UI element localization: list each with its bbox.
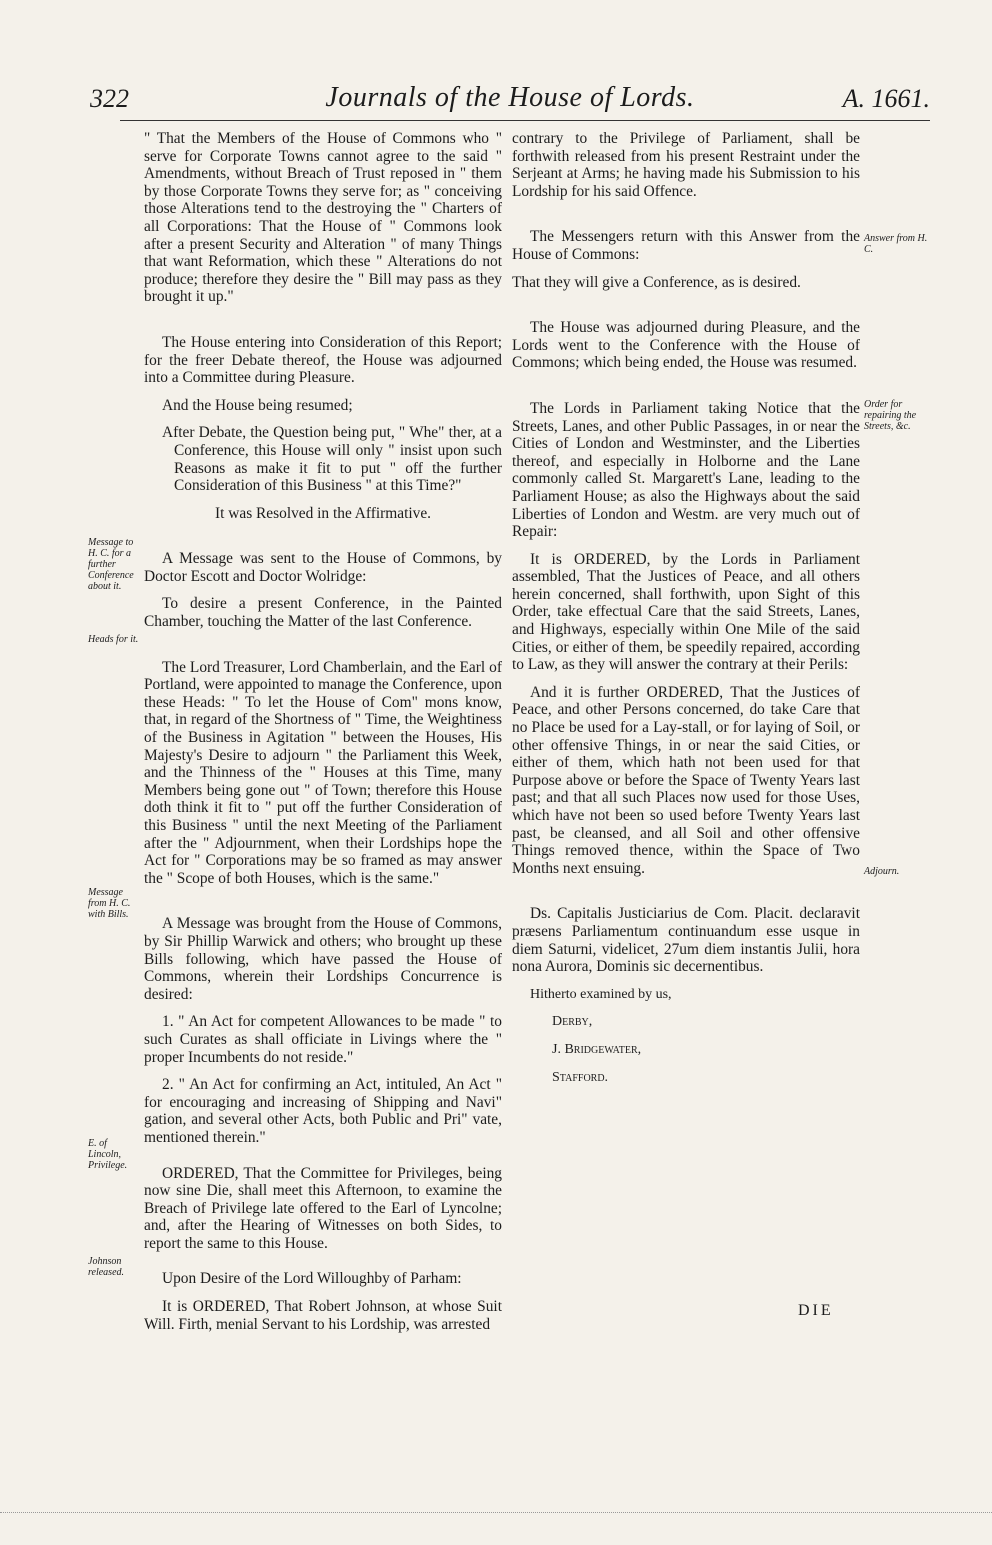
header-rule <box>120 120 930 121</box>
resolved-line: It was Resolved in the Affirmative. <box>215 504 431 522</box>
willoughby-desire: Upon Desire of the Lord Willoughby of Parham: <box>162 1270 462 1288</box>
catchword: DIE <box>798 1302 834 1319</box>
margin-note-message-to-hc: Message to H. C. for a further Conference about it. <box>88 537 134 592</box>
bill-curates: 1. " An Act for competent Allowances to be made " to such Curates as shall officiate in Livings where the " proper Incumbents do not reside." <box>144 1013 502 1066</box>
signatory-bridgewater: J. Bridgewater, <box>552 1041 642 1057</box>
page-header <box>90 82 930 122</box>
page-number: 322 <box>90 84 129 113</box>
committee-paragraph: The House entering into Consideration of this Report; for the freer Debate thereof, the House was adjourned into a Committee during Pleasure. <box>144 333 502 387</box>
commons-reasons-quote: " That the Members of the House of Commons who " serve for Corporate Towns cannot agree to the said " Amendments, without Breach of Trust reposed in " them by those Corporate Towns they serve for; as " conceiving those Alterations tend to the destroying the " Charters of all Corporations: That the House of " Commons look after a present Security and Alteration " of many Things that want Reformation, which these " Alterations do not produce; therefore they desire the " Bill may pass as they brought it up." <box>144 130 502 306</box>
margin-note-heads: Heads for it. <box>88 634 139 645</box>
bill-shipping: 2. " An Act for confirming an Act, intituled, An Act " for encouraging and increasing of Shipping and Navi" gation, and several other Acts, both Public and Pri" vate, mentioned therein." <box>144 1076 502 1146</box>
bottom-border <box>0 1512 992 1513</box>
examined-line: Hitherto examined by us, <box>530 986 672 1002</box>
privileges-order: ORDERED, That the Committee for Privileges, being now sine Die, shall meet this Afternoon, to examine the Breach of Privilege late offered to the Earl of Lyncolne; and, after the Hearing of Witnesses on both Sides, to report the same to this House. <box>144 1164 502 1252</box>
right-column <box>512 130 860 1096</box>
message-brought-paragraph: A Message was brought from the House of Commons, by Sir Phillip Warwick and others; who brought up these Bills following, which have passed the House of Commons, wherein their Lordships Concurrence is desired: <box>144 915 502 1003</box>
margin-note-lincoln: E. of Lincoln, Privilege. <box>88 1138 128 1171</box>
margin-note-message-from-hc: Message from H. C. with Bills. <box>88 887 131 920</box>
adjournment-latin: Ds. Capitalis Justiciarius de Com. Placit. declaravit præsens Parliamentum continuandum esse usque in diem Saturni, videlicet, 27um diem instantis Julii, hora nona Aurora, Dominis sic decernentibus. <box>512 905 860 976</box>
signatory-stafford: Stafford. <box>552 1069 609 1085</box>
streets-notice: The Lords in Parliament taking Notice that the Streets, Lanes, and other Public Passages, in or near the Cities of London and Westminster, and the Liberties thereof, and especially in Holborne and the Lane commonly called St. Margarett's Lane, leading to the Parliament House; as also the Highways about the said Liberties of London and Westm. are very much out of Repair: <box>512 399 860 541</box>
streets-order: It is ORDERED, by the Lords in Parliament assembled, That the Justices of Peace, and all others herein concerned, shall forthwith, upon Sight of this Order, take effectual Care that the said Streets, Lanes, and Highways, especially within One Mile of the said Cities, or either of them, be speedily repaired, according to Law, as they will answer the contrary at their Perils: <box>512 550 860 674</box>
message-sent-paragraph: A Message was sent to the House of Commons, by Doctor Escott and Doctor Wolridge: <box>144 550 502 585</box>
question-paragraph: After Debate, the Question being put, " Whe" ther, at a Conference, this House will only " insist upon such Reasons as make it fit to put " off the further Consideration of this Business " at this Time?" <box>162 424 502 495</box>
page-title: Journals of the House of Lords. <box>325 82 695 113</box>
margin-note-johnson: Johnson released. <box>88 1256 125 1278</box>
page-year: A. 1661. <box>842 84 930 113</box>
johnson-order: It is ORDERED, That Robert Johnson, at whose Suit Will. Firth, menial Servant to his Lordship, was arrested <box>144 1298 502 1333</box>
messengers-return: The Messengers return with this Answer from the House of Commons: <box>512 228 860 263</box>
conference-desire: To desire a present Conference, in the Painted Chamber, touching the Matter of the last Conference. <box>144 595 502 631</box>
managers-heads-paragraph: The Lord Treasurer, Lord Chamberlain, and the Earl of Portland, were appointed to manage the Conference, upon these Heads: " To let the House of Com" mons know, that, in regard of the Shortness of " Time, the Weightiness of the Business in Agitation " between the Houses, His Majesty's Desire to adjourn " the Parliament this Week, and the Thinness of the " Houses at this Time, many Members being gone out " of Town; therefore this House doth think it fit to " put off the further Consideration of this Business " until the next Meeting of the Parliament after the " Adjournment, when their Lordships hope the Act for " Corporations may be so framed as may answer the " Scope of both Houses, which is the same." <box>144 658 502 887</box>
laystall-order: And it is further ORDERED, That the Justices of Peace, and other Persons concerned, do take Care that no Place be used for a Lay-stall, or for laying of Soil, or other offensive Things, in or near the said Cities, or either of them, which hath not been used for that Purpose above or before the Space of Twenty Years last past; and that all such Places now used for those Uses, which have not been so used before Twenty Years last past, be cleansed, and all Soil and other offensive Things removed thence, within the Space of Two Months next ensuing. <box>512 683 860 877</box>
commons-answer: That they will give a Conference, as is desired. <box>512 273 801 291</box>
margin-note-order-streets: Order for repairing the Streets, &c. <box>864 399 917 432</box>
johnson-order-continued: contrary to the Privilege of Parliament, shall be forthwith released from his present Restraint under the Serjeant at Arms; he having made his Submission to his Lordship for his said Offence. <box>512 130 860 200</box>
house-adjourned-conference: The House was adjourned during Pleasure, and the Lords went to the Conference with the House of Commons; which being ended, the House was resumed. <box>512 319 860 372</box>
margin-note-adjourn: Adjourn. <box>864 866 900 877</box>
left-column <box>144 130 502 1343</box>
signatory-derby: Derby, <box>552 1014 593 1030</box>
margin-note-answer: Answer from H. C. <box>864 233 928 255</box>
house-resumed: And the House being resumed; <box>162 396 353 414</box>
